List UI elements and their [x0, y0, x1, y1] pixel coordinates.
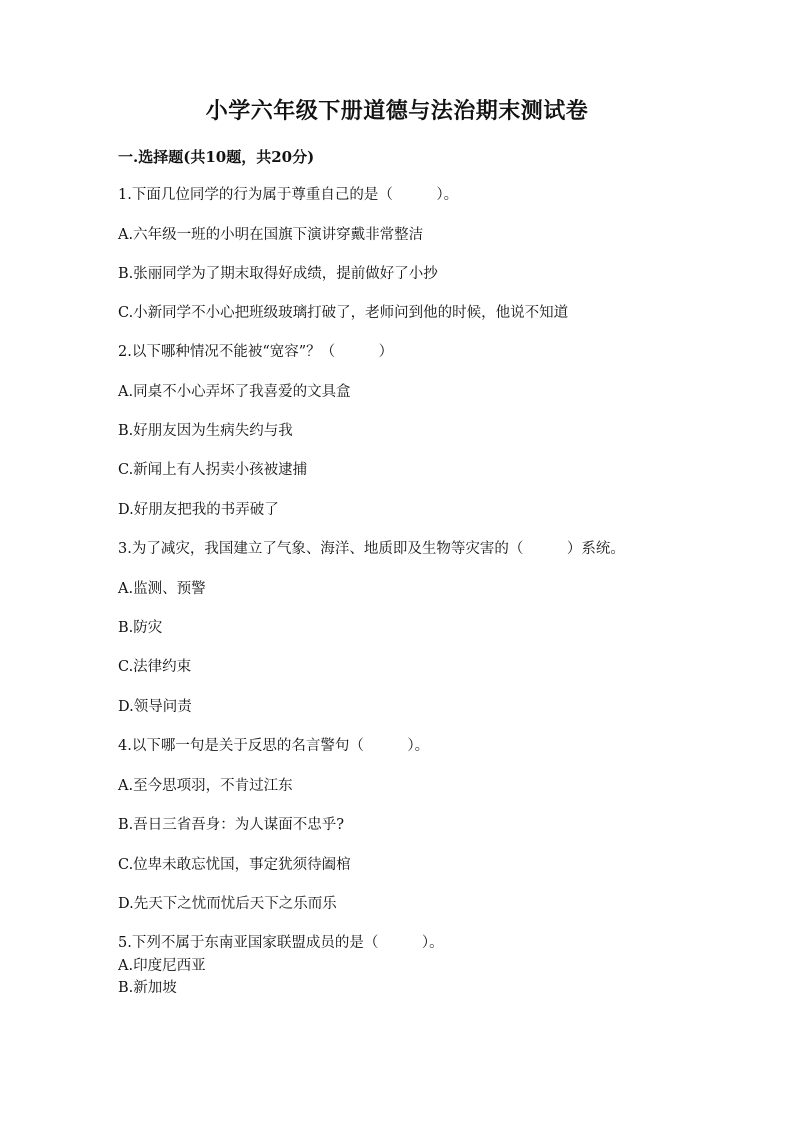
question-5-option-a: A.印度尼西亚: [118, 958, 206, 974]
question-3-option-b: B.防灾: [118, 620, 163, 636]
question-4-stem: 4.以下哪一句是关于反思的名言警句（ ）。: [118, 738, 430, 754]
question-3-stem: 3.为了减灾，我国建立了气象、海洋、地质即及生物等灾害的（ ）系统。: [118, 541, 625, 557]
question-3-option-a: A.监测、预警: [118, 581, 206, 597]
question-2-option-c: C.新闻上有人拐卖小孩被逮捕: [118, 462, 308, 478]
question-2-stem: 2.以下哪种情况不能被“宽容”？（ ）: [118, 344, 394, 360]
question-2-option-b: B.好朋友因为生病失约与我: [118, 423, 293, 439]
question-5-stem: 5.下列不属于东南亚国家联盟成员的是（ ）。: [118, 935, 444, 951]
question-4-option-b: B.吾日三省吾身：为人谋面不忠乎?: [118, 817, 345, 833]
question-1-option-b: B.张丽同学为了期末取得好成绩，提前做好了小抄: [118, 266, 438, 282]
question-3-option-d: D.领导问责: [118, 699, 192, 715]
question-5-option-b: B.新加坡: [118, 980, 177, 996]
question-4-option-d: D.先天下之忧而忧后天下之乐而乐: [118, 896, 337, 912]
question-2-option-d: D.好朋友把我的书弄破了: [118, 502, 279, 518]
question-4-option-a: A.至今思项羽，不肯过江东: [118, 778, 293, 794]
exam-title: 小学六年级下册道德与法治期末测试卷: [205, 98, 589, 124]
question-1-stem: 1.下面几位同学的行为属于尊重自己的是（ ）。: [118, 187, 459, 203]
section-heading: 一.选择题(共10题，共20分): [118, 148, 315, 166]
question-2-option-a: A.同桌不小心弄坏了我喜爱的文具盒: [118, 384, 351, 400]
question-3-option-c: C.法律约束: [118, 659, 192, 675]
question-4-option-c: C.位卑未敢忘忧国，事定犹须待阖棺: [118, 857, 351, 873]
question-1-option-c: C.小新同学不小心把班级玻璃打破了，老师问到他的时候，他说不知道: [118, 305, 569, 321]
question-1-option-a: A.六年级一班的小明在国旗下演讲穿戴非常整洁: [118, 227, 424, 243]
